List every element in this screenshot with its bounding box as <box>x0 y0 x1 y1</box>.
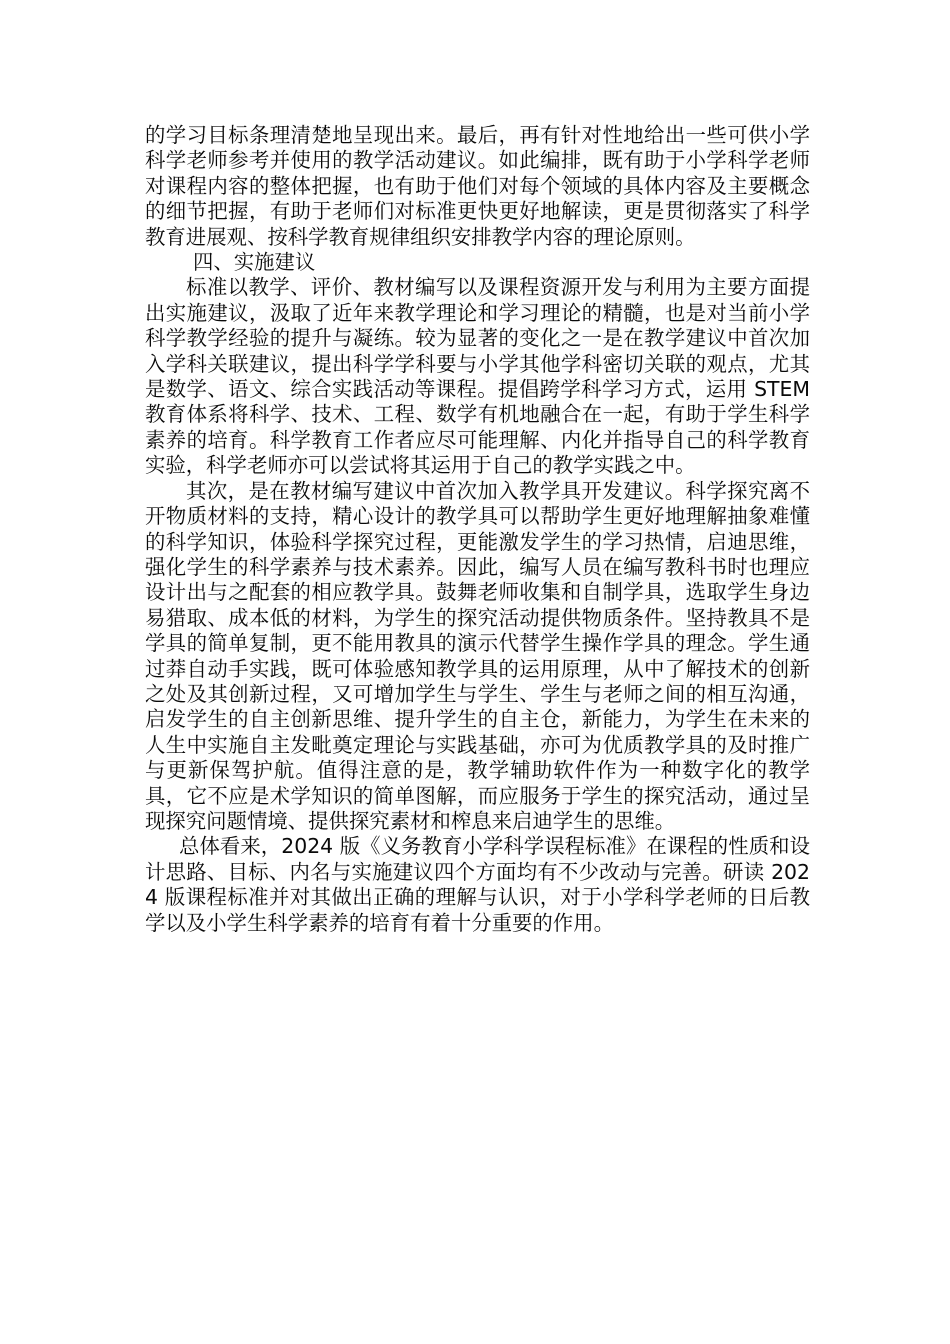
section-heading: 四、实施建议 <box>193 250 316 275</box>
paragraph-implementation: 标准以教学、评价、教材编写以及课程资源开发与利用为主要方面提出实施建议，汲取了近年来教学理论和学习理论的精髓，也是对当前小学科学教学经验的提升与凝练。较为显著的变化之一是在教学建议中首次加入学科关联建议，提出科学学科要与小学其他学科密切关联的观点，尤其是数学、语文、综合实践活动等课程。提倡跨学科学习方式，运用 STEM 教育体系将科学、技术、工程、数学有机地融合在一起，有助于学生科学素养的培育。科学教育工作者应尽可能理解、内化并指导自己的科学教育实验，科学老师亦可以尝试将其运用于自己的教学实践之中。 <box>145 275 810 478</box>
document-body <box>145 123 810 936</box>
paragraph-teaching-aids: 其次，是在教材编写建议中首次加入教学具开发建议。科学探究离不开物质材料的支持，精心设计的教学具可以帮助学生更好地理解抽象难懂的科学知识，体验科学探究过程，更能激发学生的学习热情，启迪思维，强化学生的科学素养与技术素养。因此，编写人员在编写教科书时也理应设计出与之配套的相应教学具。鼓舞老师收集和自制学具，选取学生身边易猎取、成本低的材料，为学生的探究活动提供物质条件。坚持教具不是学具的简单复制，更不能用教具的演示代替学生操作学具的理念。学生通过莽自动手实践，既可体验感知教学具的运用原理，从中了解技术的创新之处及其创新过程，又可增加学生与学生、学生与老师之间的相互沟通，启发学生的自主创新思维、提升学生的自主仓，新能力，为学生在未来的人生中实施自主发毗奠定理论与实践基础，亦可为优质教学具的及时推广与更新保驾护航。值得注意的是，教学辅助软件作为一种数字化的教学具，它不应是术学知识的简单图解，而应服务于学生的探究活动，通过呈现探究问题情境、提供探究素材和榨息来启迪学生的思维。 <box>145 478 810 833</box>
paragraph-conclusion: 总体看来，2024 版《义务教育小学科学误程标准》在课程的性质和设计思路、目标、内名与实施建议四个方面均有不少改动与完善。研读 2024 版课程标准并对其做出正确的理解与认识，对于小学科学老师的日后教学以及小学生科学素养的培育有着十分重要的作用。 <box>145 834 810 935</box>
paragraph-continuation: 的学习目标条理清楚地呈现出来。最后，再有针对性地给出一些可供小学科学老师参考并使用的教学活动建议。如此编排，既有助于小学科学老师对课程内容的整体把握，也有助于他们对每个领域的具体内容及主要概念的细节把握，有助于老师们对标准更快更好地解读，更是贯彻落实了科学教育进展观、按科学教育规律组织安排教学内容的理论原则。 <box>145 123 810 249</box>
